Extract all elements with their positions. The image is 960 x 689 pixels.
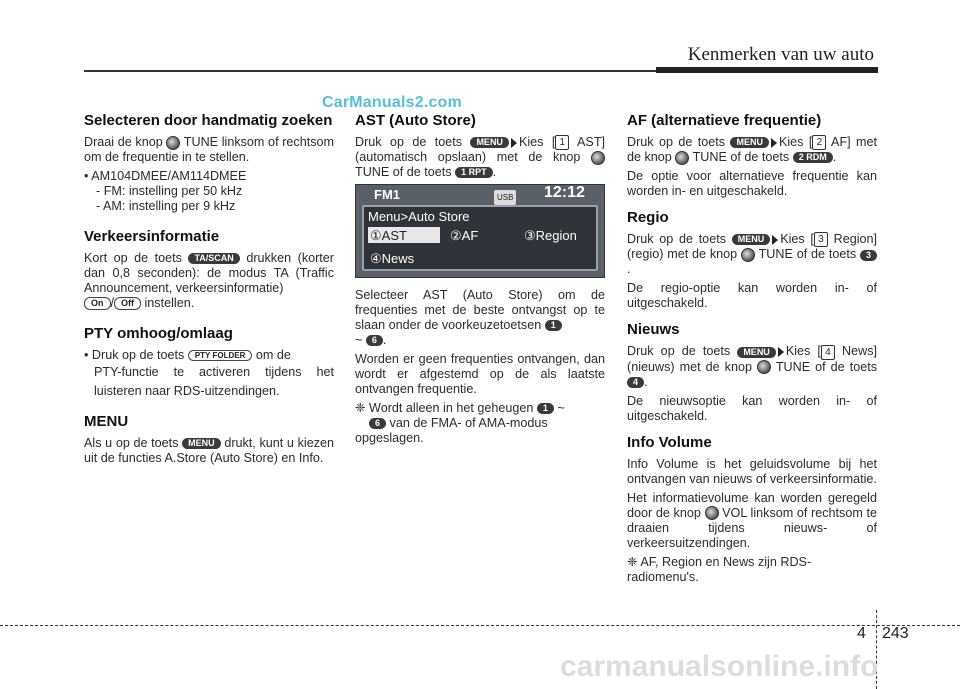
ast-fallback-text: Worden er geen frequenties ontvangen, dan wordt er afgestemd op de als laatste ontvangen frequentie. <box>355 352 605 397</box>
regio-desc: De regio-optie kan worden in- of uitgeschakeld. <box>627 281 877 311</box>
key-2-icon: 2 <box>812 135 826 150</box>
column-2 <box>355 112 605 450</box>
ast-select-text: Selecteer AST (Auto Store) om de frequenties met de beste ontvangst op te slaan onder de voorkeuzetoetsen 1 ~ 6 . <box>355 288 605 348</box>
section-title-nieuws: Nieuws <box>627 321 680 339</box>
nieuws-text: Druk op de toets MENU Kies [ 4 News] (nieuws) met de knop TUNE of de toets 4 . <box>627 344 878 389</box>
section-title-pty: PTY omhoog/omlaag <box>84 325 233 342</box>
ast-text: Druk op de toets MENU Kies [ 1 AST] (automatisch opslaan) met de knop TUNE of de toets 1 RPT . <box>355 135 606 180</box>
menu-text: Als u op de toets MENU drukt, kunt u kiezen uit de functies A.Store (Auto Store) en Info. <box>84 436 335 465</box>
pty-text: • Druk op de toets PTY FOLDER om de PTY-functie te activeren tijdens het luisteren naar RDS-uitzendingen. <box>84 348 334 398</box>
key-3-button-icon: 3 <box>860 250 877 261</box>
rpt-button-icon: 1 RPT <box>455 167 493 178</box>
am-step: - AM: instelling per 9 kHz <box>96 199 236 213</box>
info-volume-control: Het informatievolume kan worden geregeld door de knop VOL linksom of rechtsom te draaien tijdens nieuws- of verkeersuitzendingen. <box>627 490 877 550</box>
key-1-button-icon: 1 <box>545 320 562 331</box>
section-title-af: AF (alternatieve frequentie) <box>627 112 822 129</box>
ast-note: ❈ Wordt alleen in het geheugen 1 ~ 6 van de FMA- of AMA-modus opgeslagen. <box>355 401 565 446</box>
rds-note: ❈ AF, Region en News zijn RDS-radiomenu's. <box>627 554 812 584</box>
menu-button-icon: MENU <box>470 137 509 148</box>
info-volume-desc: Info Volume is het geluidsvolume bij het ontvangen van nieuws of verkeersinformatie. <box>627 456 877 486</box>
section-title-info-volume: Info Volume <box>627 433 712 451</box>
regio-text: Druk op de toets MENU Kies [ 3 Region] (regio) met de knop TUNE of de toets 3. <box>627 232 878 277</box>
on-button-icon: On <box>84 297 111 310</box>
key-1-icon: 1 <box>555 135 569 150</box>
section-title-ast: AST (Auto Store) <box>355 112 476 129</box>
header-title: Kenmerken van uw auto <box>687 44 874 65</box>
menu-button-icon: MENU <box>732 234 771 245</box>
column-3 <box>627 112 877 589</box>
manual-search-text: Draai de knop TUNE linksom of rechtsom om de frequentie in te stellen. <box>84 135 334 164</box>
key-4-icon: 4 <box>821 345 835 360</box>
screen-menu-title: Menu>Auto Store <box>368 209 470 225</box>
footer-rule <box>0 625 960 626</box>
screen-item-af: ②AF <box>450 228 479 244</box>
arrow-right-icon <box>778 347 784 357</box>
key-6-button-icon: 6 <box>369 418 386 429</box>
key-6-button-icon: 6 <box>366 335 383 346</box>
key-4-button-icon: 4 <box>627 377 644 388</box>
vol-knob-icon <box>705 506 719 520</box>
column-1 <box>84 112 334 470</box>
arrow-right-icon <box>511 138 517 148</box>
chapter-number: 4 <box>857 625 866 642</box>
section-title-regio: Regio <box>627 209 669 227</box>
watermark-top: CarManuals2.com <box>322 94 462 111</box>
model-bullet: • AM104DMEE/AM114DMEE <box>84 169 247 183</box>
header-rule <box>84 70 656 72</box>
tune-knob-icon <box>675 151 689 165</box>
rdm-button-icon: 2 RDM <box>793 152 833 163</box>
watermark-bottom: carmanualsonline.info <box>560 650 879 683</box>
key-1-button-icon: 1 <box>537 403 554 414</box>
screen-usb-badge: USB <box>494 190 516 205</box>
menu-button-icon: MENU <box>737 347 776 358</box>
nieuws-desc: De nieuwsoptie kan worden in- of uitgeschakeld. <box>627 393 877 423</box>
radio-display-screen <box>355 184 605 278</box>
screen-mode: FM1 <box>374 187 400 203</box>
section-title-menu: MENU <box>84 413 129 430</box>
pty-folder-button-icon: PTY FOLDER <box>188 350 253 361</box>
section-title-manual-search: Selecteren door handmatig zoeken <box>84 112 333 129</box>
tune-knob-icon <box>741 248 755 262</box>
screen-time: 12:12 <box>544 184 585 202</box>
menu-button-icon: MENU <box>730 137 769 148</box>
off-button-icon: Off <box>114 297 141 310</box>
section-title-traffic: Verkeersinformatie <box>84 228 220 245</box>
af-desc: De optie voor alternatieve frequentie kan worden in- en uitgeschakeld. <box>627 169 877 199</box>
screen-item-news: ④News <box>370 251 415 267</box>
page-number: 243 <box>882 625 909 642</box>
screen-item-region: ③Region <box>524 228 577 244</box>
arrow-right-icon <box>771 138 777 148</box>
fm-step: - FM: instelling per 50 kHz <box>96 184 243 198</box>
af-text: Druk op de toets MENU Kies [ 2 AF] met de knop TUNE of de toets 2 RDM . <box>627 135 878 165</box>
ta-scan-button-icon: TA/SCAN <box>188 253 239 264</box>
tune-knob-icon <box>757 360 771 374</box>
key-3-icon: 3 <box>814 232 828 247</box>
tune-knob-icon <box>591 151 605 165</box>
tune-knob-icon <box>166 136 180 150</box>
traffic-text: Kort op de toets TA/SCAN drukken (korter dan 0,8 seconden): de modus TA (Traffic Announcement, verkeersinformatie) On / Off instellen. <box>84 251 335 310</box>
menu-button-icon: MENU <box>182 438 221 449</box>
arrow-right-icon <box>772 235 778 245</box>
header-rule-accent <box>656 67 878 73</box>
screen-item-ast: ①AST <box>370 228 407 244</box>
